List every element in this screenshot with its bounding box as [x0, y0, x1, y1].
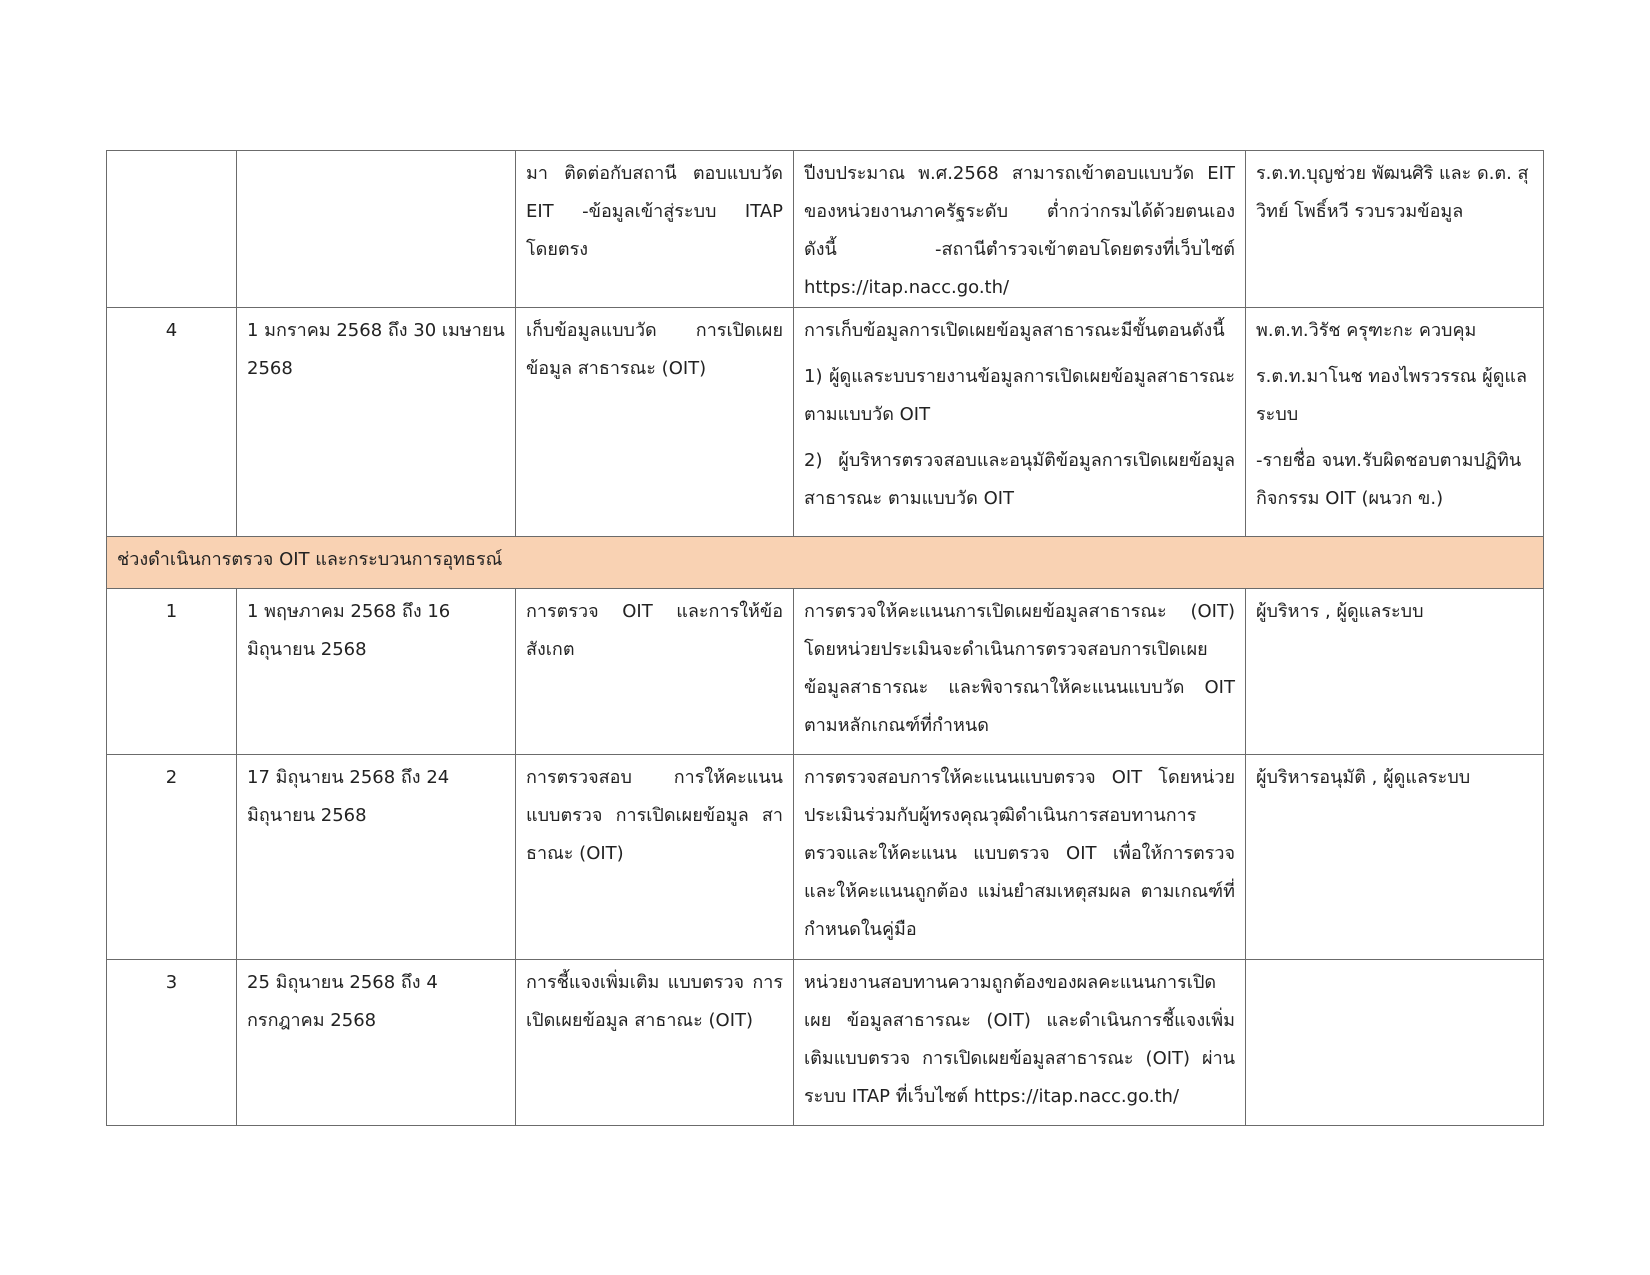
- row-responsible: [1246, 151, 1544, 308]
- row-activity: มา ติดต่อกับสถานี ตอบแบบวัด EIT -ข้อมูลเข้าสู่ระบบ ITAP โดยตรง: [516, 151, 794, 308]
- section-header: ช่วงดำเนินการตรวจ OIT และกระบวนการอุทธรณ์: [107, 537, 1544, 589]
- row-period: 17 มิถุนายน 2568 ถึง 24 มิถุนายน 2568: [237, 755, 516, 960]
- detail-paragraph: หน่วยงานสอบทานความถูกต้องของผลคะแนนการเปิดเผย ข้อมูลสาธารณะ (OIT) และดำเนินการชี้แจงเพิ่มเติมแบบตรวจ การเปิดเผยข้อมูลสาธารณะ (OIT) ผ่านระบบ ITAP ที่เว็บไซต์ https://itap.nacc.go.th/: [804, 972, 1235, 1107]
- responsible-paragraph: พ.ต.ท.วิรัช ครุฑะกะ ควบคุม: [1256, 320, 1477, 341]
- responsible-paragraph: ร.ต.ท.มาโนช ทองไพรวรรณ ผู้ดูแลระบบ: [1256, 366, 1528, 425]
- row-number: [107, 151, 237, 308]
- row-activity: เก็บข้อมูลแบบวัด การเปิดเผยข้อมูล สาธารณะ (OIT): [516, 308, 794, 537]
- row-responsible: [1246, 308, 1544, 537]
- row-number: 3: [107, 960, 237, 1126]
- detail-paragraph: 2) ผู้บริหารตรวจสอบและอนุมัติข้อมูลการเปิดเผยข้อมูลสาธารณะ ตามแบบวัด OIT: [804, 450, 1235, 509]
- table-row: [107, 960, 1544, 1126]
- detail-paragraph: ปีงบประมาณ พ.ศ.2568 สามารถเข้าตอบแบบวัด EIT ของหน่วยงานภาครัฐระดับ ต่ำกว่ากรมได้ด้วยตนเอง ดังนี้ -สถานีตำรวจเข้าตอบโดยตรงที่เว็บไซต์ https://itap.nacc.go.th/: [804, 163, 1235, 298]
- row-detail: [794, 960, 1246, 1126]
- row-detail: [794, 151, 1246, 308]
- row-period: [237, 151, 516, 308]
- schedule-table: [106, 150, 1544, 1126]
- responsible-paragraph: ผู้บริหารอนุมัติ , ผู้ดูแลระบบ: [1256, 767, 1471, 788]
- row-activity: การตรวจสอบ การให้คะแนน แบบตรวจ การเปิดเผยข้อมูล สาธาณะ (OIT): [516, 755, 794, 960]
- responsible-paragraph: ผู้บริหาร , ผู้ดูแลระบบ: [1256, 601, 1424, 622]
- row-period: 25 มิถุนายน 2568 ถึง 4 กรกฎาคม 2568: [237, 960, 516, 1126]
- table-row: [107, 151, 1544, 308]
- row-responsible: [1246, 755, 1544, 960]
- detail-paragraph: การตรวจให้คะแนนการเปิดเผยข้อมูลสาธารณะ (OIT) โดยหน่วยประเมินจะดำเนินการตรวจสอบการเปิดเผยข้อมูลสาธารณะ และพิจารณาให้คะแนนแบบวัด OIT ตามหลักเกณฑ์ที่กำหนด: [804, 601, 1235, 736]
- row-detail: [794, 308, 1246, 537]
- row-activity: การชี้แจงเพิ่มเติม แบบตรวจ การเปิดเผยข้อมูล สาธาณะ (OIT): [516, 960, 794, 1126]
- row-responsible: [1246, 960, 1544, 1126]
- row-responsible: [1246, 589, 1544, 755]
- detail-paragraph: การเก็บข้อมูลการเปิดเผยข้อมูลสาธารณะมีขั้นตอนดังนี้: [804, 320, 1225, 341]
- row-detail: [794, 755, 1246, 960]
- row-detail: [794, 589, 1246, 755]
- detail-paragraph: 1) ผู้ดูแลระบบรายงานข้อมูลการเปิดเผยข้อมูลสาธารณะตามแบบวัด OIT: [804, 366, 1235, 425]
- table-row: [107, 589, 1544, 755]
- row-number: 2: [107, 755, 237, 960]
- row-period: 1 พฤษภาคม 2568 ถึง 16 มิถุนายน 2568: [237, 589, 516, 755]
- row-number: 1: [107, 589, 237, 755]
- row-number: 4: [107, 308, 237, 537]
- responsible-paragraph: ร.ต.ท.บุญช่วย พัฒนศิริ และ ด.ต. สุวิทย์ โพธิ์หวี รวบรวมข้อมูล: [1256, 163, 1529, 222]
- row-period: 1 มกราคม 2568 ถึง 30 เมษายน 2568: [237, 308, 516, 537]
- section-header-row: [107, 537, 1544, 589]
- table-row: [107, 308, 1544, 537]
- detail-paragraph: การตรวจสอบการให้คะแนนแบบตรวจ OIT โดยหน่วยประเมินร่วมกับผู้ทรงคุณวุฒิดำเนินการสอบทานการตรวจและให้คะแนน แบบตรวจ OIT เพื่อให้การตรวจและให้คะแนนถูกต้อง แม่นยำสมเหตุสมผล ตามเกณฑ์ที่กำหนดในคู่มือ: [804, 767, 1235, 940]
- row-activity: การตรวจ OIT และการให้ข้อสังเกต: [516, 589, 794, 755]
- responsible-paragraph: -รายชื่อ จนท.รับผิดชอบตามปฏิทินกิจกรรม OIT (ผนวก ข.): [1256, 450, 1522, 509]
- table-row: [107, 755, 1544, 960]
